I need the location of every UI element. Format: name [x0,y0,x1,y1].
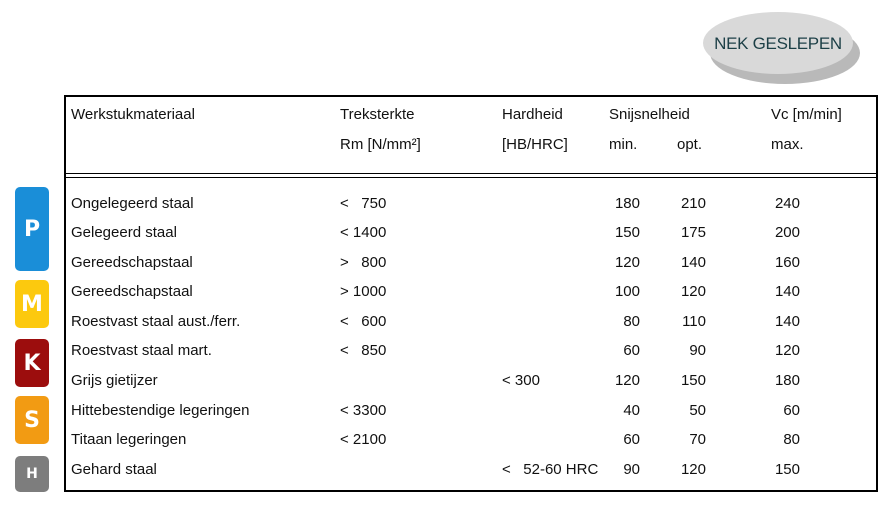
cell-max: 150 [774,461,800,478]
cell-max: 140 [774,313,800,330]
cell-min: 180 [614,195,640,212]
iso-k-badge: K [15,339,49,387]
cell-material: Hittebestendige legeringen [71,402,250,419]
cell-hardness: < 300 [502,372,540,389]
cell-opt: 70 [689,431,706,448]
header-material: Werkstukmateriaal [71,106,195,123]
cell-material: Roestvast staal aust./ferr. [71,313,241,330]
cell-max: 60 [783,402,800,419]
iso-m-badge: M [15,280,49,328]
cell-material: Gereedschapstaal [71,254,193,271]
cell-min: 60 [623,342,640,359]
cell-material: Grijs gietijzer [71,372,158,389]
header-tensile-unit: Rm [N/mm²] [340,136,421,153]
cell-tensile: > 1000 [340,283,387,300]
cell-max: 160 [774,254,800,271]
header-cutting-speed: Snijsnelheid [609,106,690,123]
cell-tensile: < 3300 [340,402,387,419]
header-vc: Vc [m/min] [771,106,842,123]
header-tensile: Treksterkte [340,106,415,123]
cell-opt: 175 [680,224,706,241]
cell-tensile: < 850 [340,342,387,359]
header-max: max. [771,136,804,153]
cell-max: 80 [783,431,800,448]
cell-material: Ongelegeerd staal [71,195,194,212]
cell-opt: 140 [680,254,706,271]
cutting-speed-table [64,95,878,492]
cell-opt: 50 [689,402,706,419]
cell-max: 240 [774,195,800,212]
cell-opt: 120 [680,461,706,478]
cell-opt: 120 [680,283,706,300]
cell-min: 40 [623,402,640,419]
cell-tensile: < 750 [340,195,387,212]
nek-geslepen-logo [700,10,865,90]
cell-tensile: > 800 [340,254,387,271]
header-divider [66,173,876,174]
header-divider-double [66,177,876,178]
cell-opt: 150 [680,372,706,389]
cell-opt: 90 [689,342,706,359]
cell-min: 120 [614,372,640,389]
header-opt: opt. [677,136,703,153]
cell-max: 180 [774,372,800,389]
cell-tensile: < 600 [340,313,387,330]
cell-material: Gereedschapstaal [71,283,193,300]
logo-text: NEK GESLEPEN [714,34,842,53]
cell-material: Roestvast staal mart. [71,342,212,359]
cell-tensile: < 1400 [340,224,387,241]
cell-min: 90 [623,461,640,478]
iso-s-badge: S [15,396,49,444]
cell-opt: 210 [680,195,706,212]
cell-material: Gehard staal [71,461,157,478]
header-min: min. [609,136,638,153]
header-hardness: Hardheid [502,106,563,123]
cell-min: 150 [614,224,640,241]
cell-min: 120 [614,254,640,271]
cell-min: 80 [623,313,640,330]
cell-min: 100 [614,283,640,300]
cell-tensile: < 2100 [340,431,387,448]
cell-material: Titaan legeringen [71,431,187,448]
cell-material: Gelegeerd staal [71,224,177,241]
header-hardness-unit: [HB/HRC] [502,136,568,153]
cell-max: 200 [774,224,800,241]
cell-hardness: < 52-60 HRC [502,461,599,478]
cell-min: 60 [623,431,640,448]
cell-max: 140 [774,283,800,300]
cell-max: 120 [774,342,800,359]
iso-h-badge: H [15,456,49,492]
cell-opt: 110 [682,313,706,330]
iso-p-badge: P [15,187,49,271]
